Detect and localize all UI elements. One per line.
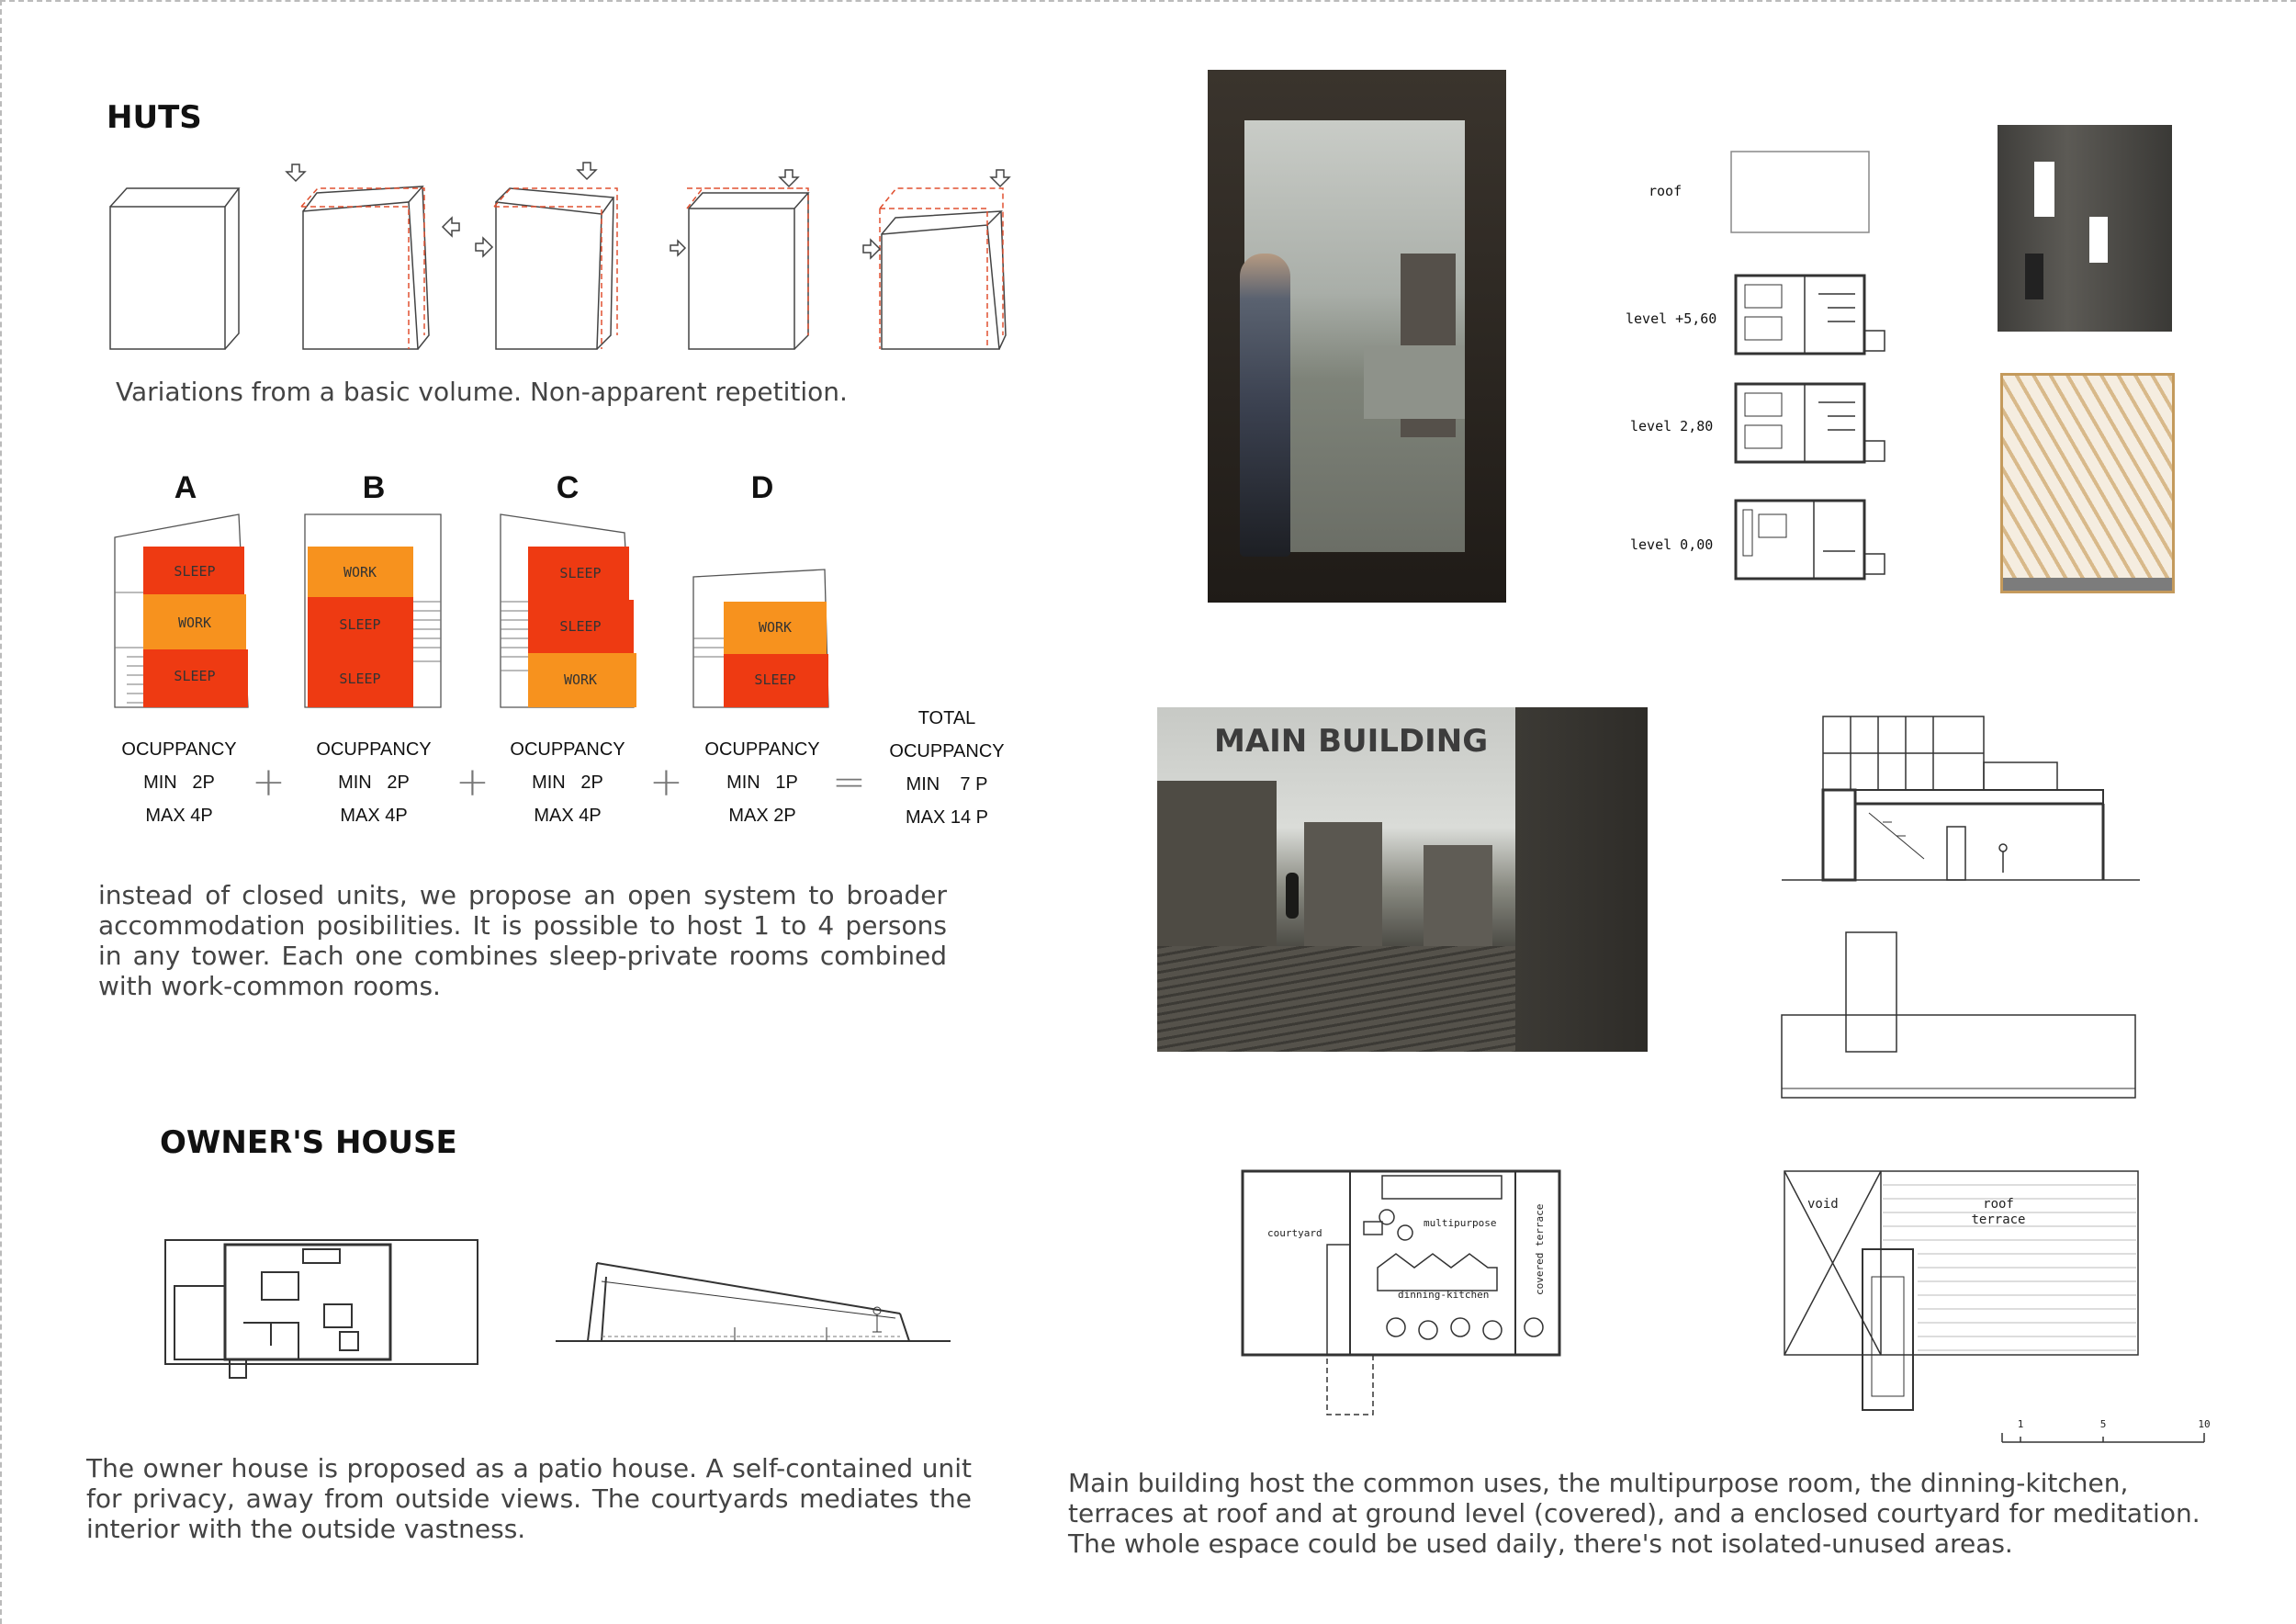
equals-sign: =: [832, 759, 866, 806]
occupancy-total: TOTAL OCUPPANCY MIN 7 P MAX 14 P: [889, 708, 1005, 828]
hut-section-diagrams: [110, 510, 845, 721]
plan-label-courtyard: courtyard: [1267, 1227, 1322, 1239]
person-silhouette: [1240, 254, 1290, 557]
hut-type-letter-a: A: [174, 470, 197, 505]
hut-variation-diagrams: [101, 161, 1019, 363]
huts-title: HUTS: [107, 99, 202, 136]
label-level-560: level +5,60: [1626, 310, 1717, 327]
hut-b-room-1: WORK: [343, 564, 377, 581]
tower-foreground: [1515, 707, 1648, 1052]
scale-label-10: 10: [2198, 1418, 2211, 1430]
hut-structure-base: [2003, 578, 2172, 591]
main-building-title: MAIN BUILDING: [1214, 723, 1489, 760]
scale-bar: [1998, 1415, 2218, 1451]
hut-type-letter-b: B: [362, 470, 386, 505]
scale-label-5: 5: [2099, 1418, 2107, 1430]
tower-left: [1157, 781, 1277, 964]
occupancy-a: OCUPPANCY MIN 2P MAX 4P: [121, 739, 237, 826]
occupancy-d: OCUPPANCY MIN 1P MAX 2P: [704, 739, 820, 826]
plan-label-roof: roof: [1983, 1197, 2014, 1212]
plan-label-multipurpose: multipurpose: [1424, 1217, 1497, 1229]
label-level-000: level 0,00: [1630, 536, 1714, 553]
hut-exterior-render: [1998, 125, 2172, 332]
hut-window-2: [2089, 217, 2108, 263]
occupancy-c: OCUPPANCY MIN 2P MAX 4P: [510, 739, 625, 826]
tower-right: [1424, 845, 1492, 951]
hut-c-room-1: SLEEP: [559, 565, 602, 581]
plus-sign-2: +: [456, 759, 490, 806]
label-roof: roof: [1649, 183, 1683, 199]
owners-house-description: The owner house is proposed as a patio house. A self-contained unit for privacy, away from outside views. The courtyards mediates the interior with the outside vastness.: [86, 1453, 972, 1544]
owners-house-section: [551, 1254, 955, 1355]
hut-a-room-3: SLEEP: [174, 668, 216, 684]
hut-type-letter-c: C: [556, 470, 580, 505]
plus-sign-1: +: [252, 759, 286, 806]
hut-interior-render: [1208, 70, 1506, 603]
huts-description: instead of closed units, we propose an open system to broader accommodation posibilities. It is possible to host 1 to 4 persons in any tower. Each one combines sleep-private rooms combined with work-common rooms.: [98, 880, 947, 1001]
terrace-in-view: [1364, 345, 1465, 419]
hut-window-3: [2025, 254, 2043, 299]
hut-c-room-3: WORK: [563, 671, 598, 688]
hut-floor-plans: [1727, 147, 1910, 588]
variations-caption: Variations from a basic volume. Non-apparent repetition.: [116, 377, 848, 407]
plus-sign-3: +: [649, 759, 683, 806]
hut-d-room-1: WORK: [758, 619, 793, 636]
hut-c-room-2: SLEEP: [559, 618, 602, 635]
owners-house-title: OWNER'S HOUSE: [160, 1124, 457, 1161]
tower-middle: [1304, 822, 1382, 951]
occupancy-b: OCUPPANCY MIN 2P MAX 4P: [316, 739, 432, 826]
hut-b-room-2: SLEEP: [339, 616, 381, 633]
hut-b-room-3: SLEEP: [339, 671, 381, 687]
owners-house-plan: [161, 1231, 491, 1396]
main-building-description: Main building host the common uses, the multipurpose room, the dinning-kitchen, terraces at roof and at ground level (covered), and a enclosed courtyard for meditation. The whole espace could be used daily, there's not isolated-unused areas.: [1068, 1468, 2200, 1559]
scale-label-1: 1: [2017, 1418, 2024, 1430]
hut-structure-render: [2000, 373, 2175, 593]
wood-deck: [1157, 946, 1515, 1052]
main-building-roof-plan: [1780, 1167, 2166, 1424]
plan-label-covered-terrace: covered terrace: [1534, 1203, 1546, 1295]
main-building-ground-plan: [1240, 1167, 1570, 1419]
walking-figure: [1286, 873, 1299, 919]
hut-a-room-2: WORK: [177, 615, 212, 631]
label-level-280: level 2,80: [1630, 418, 1714, 434]
plan-label-dinning-kitchen: dinning-kitchen: [1398, 1289, 1490, 1301]
plan-label-void: void: [1807, 1197, 1839, 1212]
hut-d-room-2: SLEEP: [754, 671, 796, 688]
plan-label-terrace: terrace: [1971, 1212, 2026, 1227]
hut-a-room-1: SLEEP: [174, 563, 216, 580]
hut-type-letter-d: D: [750, 470, 774, 505]
main-building-section: [1777, 712, 2144, 1107]
hut-window-1: [2034, 162, 2054, 217]
